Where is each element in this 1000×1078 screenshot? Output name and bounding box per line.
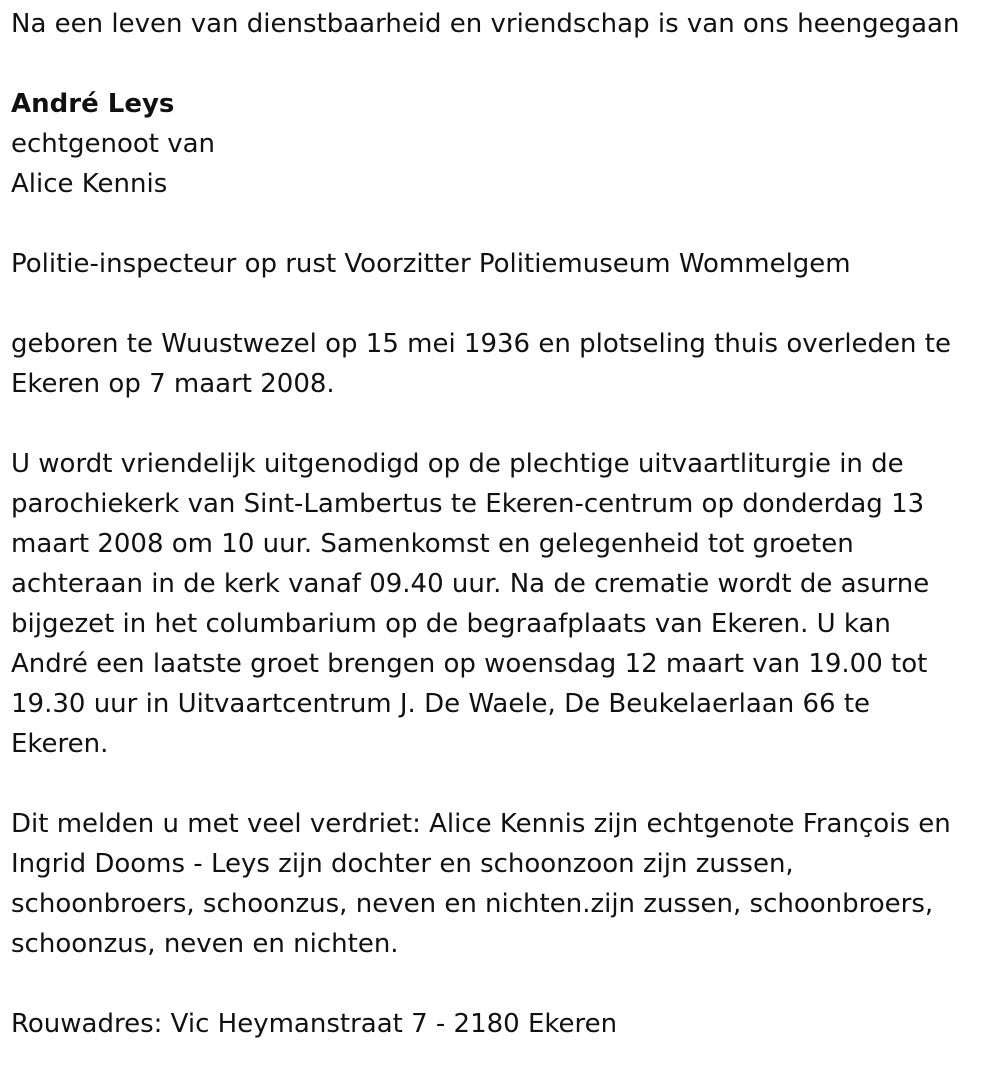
ceremony-paragraph: U wordt vriendelijk uitgenodigd op de plechtige uitvaartliturgie in de parochiekerk van Sint-Lambertus te Ekeren-centrum op donderdag 13 maart 2008 om 10 uur. Samenkomst en gelegenheid tot groeten achteraan in de kerk vanaf 09.40 uur. Na de crematie wordt de asurne bijgezet in het columbarium op de begraafplaats van Ekeren. U kan André een laatste groet brengen op woensdag 12 maart van 19.00 tot 19.30 uur in Uitvaartcentrum J. De Waele, De Beukelaerlaan 66 te Ekeren. [11,449,930,759]
announcers-paragraph: Dit melden u met veel verdriet: Alice Kennis zijn echtgenote François en Ingrid Dooms - Leys zijn dochter en schoonzoon zijn zussen, schoonbroers, schoonzus, neven en nichten.zijn zussen, schoonbroers, schoonzus, neven en nichten. [11,809,951,959]
spacer [11,284,969,324]
spacer [11,764,969,804]
spacer [11,204,969,244]
spacer [11,44,969,84]
relation-line: echtgenoot van [11,129,216,159]
spacer [11,964,969,1004]
spacer [11,404,969,444]
intro-line: Na een leven van dienstbaarheid en vriendschap is van ons heengegaan [11,9,960,39]
spouse-name: Alice Kennis [11,169,168,199]
deceased-name: André Leys [11,89,175,119]
birth-death-paragraph: geboren te Wuustwezel op 15 mei 1936 en plotseling thuis overleden te Ekeren op 7 maart 2008. [11,329,951,399]
mourning-address: Rouwadres: Vic Heymanstraat 7 - 2180 Ekeren [11,1009,618,1039]
occupation-line: Politie-inspecteur op rust Voorzitter Politiemuseum Wommelgem [11,249,851,279]
